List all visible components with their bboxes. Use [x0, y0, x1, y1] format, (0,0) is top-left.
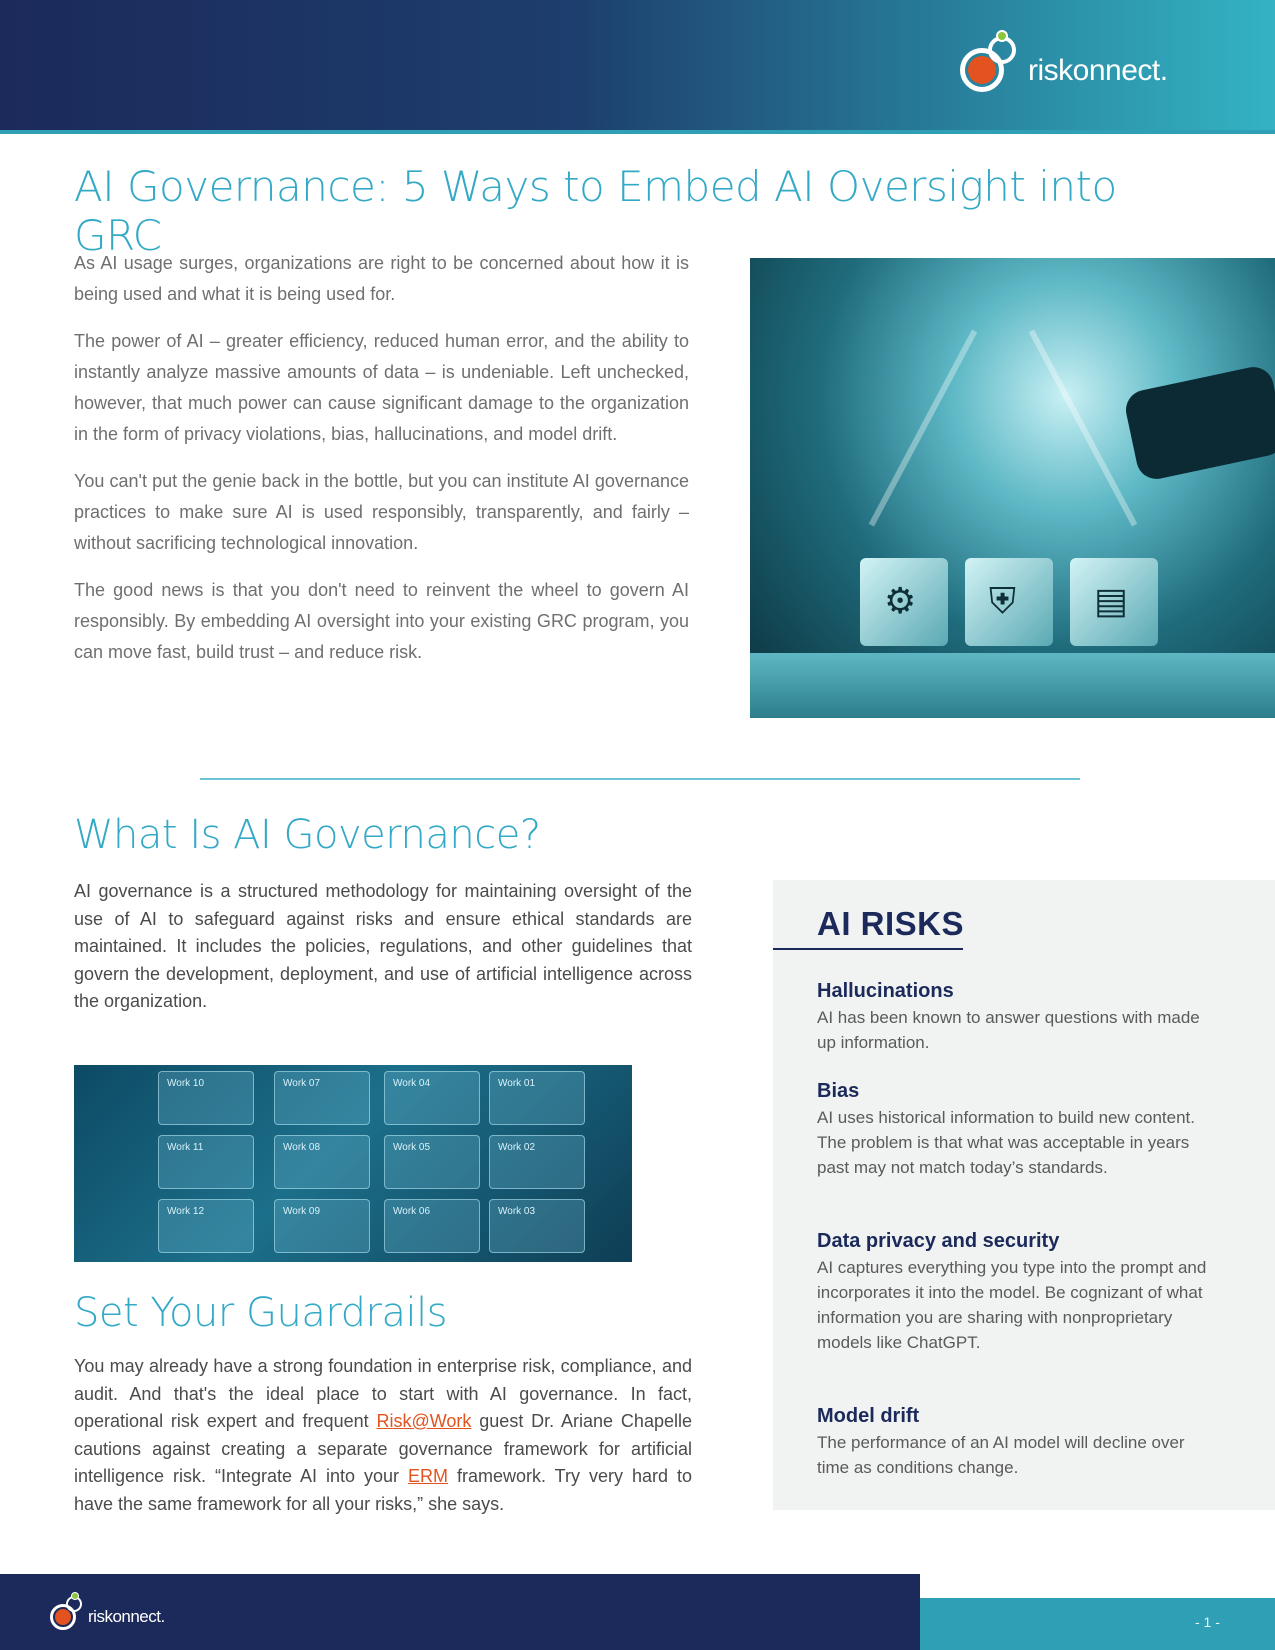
work-tile: Work 05 [384, 1135, 480, 1189]
risk-item [817, 980, 1207, 1055]
logo-mark-icon [960, 30, 1020, 90]
guardrails-text: You may already have a strong foundation in enterprise risk, compliance, and audit. And that's the ideal place to start with AI governance. In fact, operational risk expert and frequent [74, 1356, 692, 1431]
risk-description: The performance of an AI model will decline over time as conditions change. [817, 1433, 1185, 1477]
risk-description: AI uses historical information to build new content. The problem is that what was acceptable in years past may not match today’s standards. [817, 1108, 1195, 1177]
work-tile: Work 06 [384, 1199, 480, 1253]
work-dashboard-image [74, 1065, 632, 1262]
work-tile: Work 09 [274, 1199, 370, 1253]
risk-item [817, 1230, 1207, 1355]
page-number: - 1 - [1195, 1614, 1220, 1630]
shield-block-icon: ⛨ [965, 558, 1053, 646]
logo-mark-icon [50, 1594, 84, 1628]
risk-item [817, 1405, 1207, 1480]
risk-heading: Bias [817, 1080, 860, 1102]
guardrails-text: framework. Try very hard to have the same framework for all your risks,” she says. [74, 1466, 692, 1514]
footer-wordmark: riskonnect. [88, 1607, 165, 1626]
brand-wordmark: riskonnect. [1028, 54, 1168, 87]
risk-heading: Hallucinations [817, 980, 954, 1002]
work-tile: Work 04 [384, 1071, 480, 1125]
erm-link[interactable]: ERM [408, 1466, 449, 1486]
intro-paragraph: As AI usage surges, organizations are right to be concerned about how it is being used and what it is being used for. [74, 253, 689, 304]
risk-at-work-link[interactable]: Risk@Work [376, 1411, 472, 1431]
work-tile: Work 07 [274, 1071, 370, 1125]
ai-risks-rule [773, 948, 963, 950]
guardrails-text: guest Dr. Ariane Chapelle cautions against creating a separate governance framework for artificial intelligence risk. “Integrate AI into your [74, 1411, 692, 1486]
guardrails-heading: Set Your Guardrails [74, 1290, 448, 1336]
page-title: AI Governance: 5 Ways to Embed AI Oversight into GRC [74, 162, 1117, 260]
work-tile: Work 10 [158, 1071, 254, 1125]
intro-paragraph: You can't put the genie back in the bottle, but you can institute AI governance practices to make sure AI is used responsibly, transparently, and fairly – without sacrificing technological innovation. [74, 471, 689, 553]
work-tile: Work 03 [489, 1199, 585, 1253]
work-tile: Work 02 [489, 1135, 585, 1189]
risk-item [817, 1080, 1207, 1180]
footer-logo[interactable] [50, 1594, 165, 1628]
section-divider [200, 778, 1080, 780]
work-tile: Work 11 [158, 1135, 254, 1189]
gavel-icon [1122, 363, 1275, 482]
what-is-heading: What Is AI Governance? [74, 812, 541, 858]
document-block-icon: ▤ [1070, 558, 1158, 646]
header-rule [0, 130, 1275, 134]
risk-heading: Model drift [817, 1405, 920, 1427]
risk-description: AI has been known to answer questions with made up information. [817, 1008, 1200, 1052]
brain-block-icon: ⚙ [860, 558, 948, 646]
guardrails-paragraph [74, 1353, 692, 1518]
risk-heading: Data privacy and security [817, 1230, 1060, 1252]
footer-accent [920, 1598, 1275, 1650]
work-tile: Work 08 [274, 1135, 370, 1189]
intro-paragraph: The power of AI – greater efficiency, reduced human error, and the ability to instantly analyze massive amounts of data – is undeniable. Left unchecked, however, that much power can cause significant damage to the organization in the form of privacy violations, bias, hallucinations, and model drift. [74, 331, 689, 444]
risk-description: AI captures everything you type into the prompt and incorporates it into the model. Be cognizant of what information you are sharing with nonproprietary models like ChatGPT. [817, 1258, 1207, 1352]
ai-risks-title: AI RISKS [817, 905, 965, 942]
work-tile: Work 01 [489, 1071, 585, 1125]
what-is-paragraph: AI governance is a structured methodology for maintaining oversight of the use of AI to safeguard against risks and ensure ethical standards are maintained. It includes the policies, regulations, and other guidelines that govern the development, deployment, and use of artificial intelligence across the organization. [74, 881, 692, 1011]
intro-section [74, 248, 689, 684]
intro-paragraph: The good news is that you don't need to reinvent the wheel to govern AI responsibly. By embedding AI oversight into your existing GRC program, you can move fast, build trust – and reduce risk. [74, 580, 689, 662]
brand-logo[interactable] [960, 30, 1168, 90]
work-tile: Work 12 [158, 1199, 254, 1253]
scales-of-justice-image [750, 258, 1275, 718]
